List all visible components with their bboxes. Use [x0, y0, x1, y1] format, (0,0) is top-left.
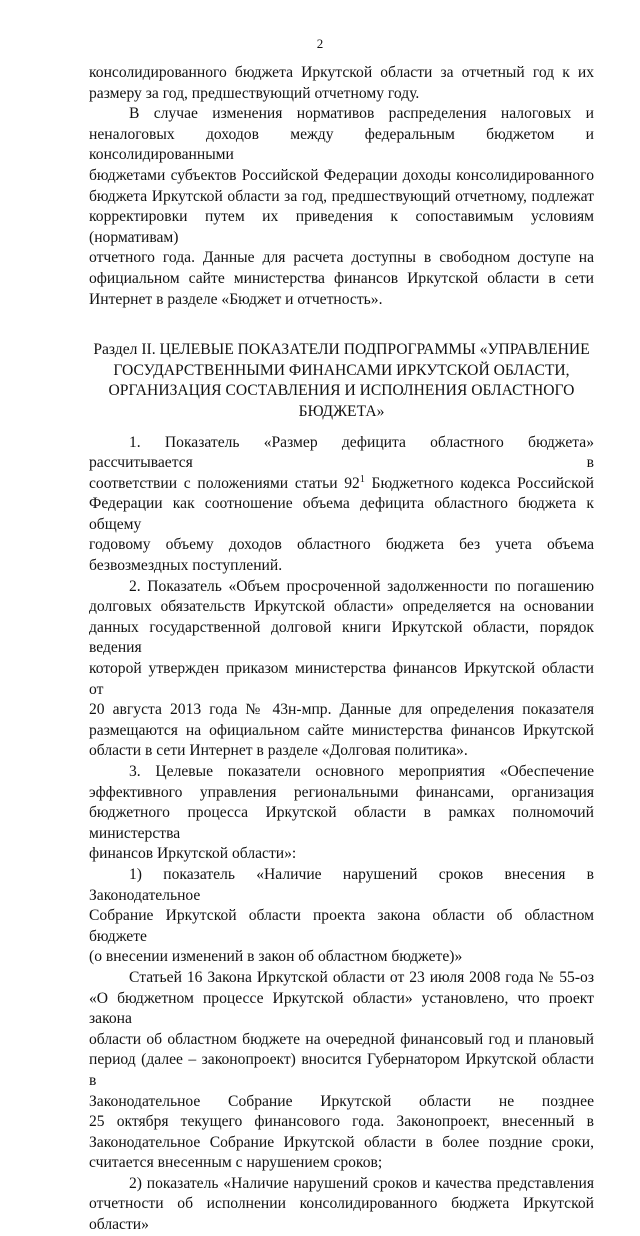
text-line: 1. Показатель «Размер дефицита областного бюджета» рассчитывается в: [89, 433, 594, 472]
text-line: официальном сайте министерства финансов Иркутской области в сети: [89, 269, 594, 287]
text-line: считается внесенным с нарушением сроков;: [89, 1154, 383, 1172]
text-line: «О бюджетном процессе Иркутской области» установлено, что проект закона: [89, 989, 594, 1028]
text-line: 20 августа 2013 года № 43н-мпр. Данные для определения показателя: [89, 701, 594, 719]
paragraph-item-3: [89, 762, 594, 865]
text-line: 2) показатель «Наличие нарушений сроков и качества представления: [129, 1174, 594, 1192]
text-line: В случае изменения нормативов распределения налоговых и: [129, 105, 594, 123]
text-line: консолидированного бюджета Иркутской области за отчетный год к их: [89, 64, 594, 81]
text-line: годовому объему доходов областного бюджета без учета объема: [89, 536, 594, 554]
text-line: Собрание Иркутской области проекта закона области об областном бюджете: [89, 907, 594, 945]
text-line: размещаются на официальном сайте министерства финансов Иркутской: [89, 721, 594, 739]
text-line: Статьей 16 Закона Иркутской области от 23 июля 2008 года № 55-оз: [129, 968, 594, 986]
text-line: корректировки путем их приведения к сопоставимым условиям (нормативам): [89, 208, 594, 246]
text-line: области в сети Интернет в разделе «Долговая политика».: [89, 742, 468, 760]
paragraph-article-16: [89, 968, 594, 1174]
paragraph-item-1: [89, 433, 594, 577]
paragraph-continuation: [89, 63, 594, 104]
text-line: Интернет в разделе «Бюджет и отчетность».: [89, 290, 383, 308]
text-line: финансов Иркутской области»:: [89, 845, 297, 863]
text-line: 25 октября текущего финансового года. Законопроект, внесенный в: [89, 1113, 594, 1131]
text-line: 3. Целевые показатели основного мероприятия «Обеспечение: [129, 763, 594, 780]
text-line: Законодательное Собрание Иркутской области в более поздние сроки,: [89, 1133, 594, 1151]
paragraph-normative-changes: [89, 104, 594, 310]
paragraph-subitem-2: [89, 1174, 594, 1236]
text-line: неналоговых доходов между федеральным бюджетом и консолидированными: [89, 125, 594, 164]
paragraph-item-2: [89, 577, 594, 762]
text-line: безвозмездных поступлений.: [89, 557, 283, 575]
text-line: данных государственной долговой книги Иркутской области, порядок ведения: [89, 618, 594, 657]
text-line: которой утвержден приказом министерства финансов Иркутской области от: [89, 660, 594, 698]
document-body: [89, 63, 594, 1236]
text-line: (о внесении изменений в закон об областном бюджете)»: [89, 948, 463, 966]
text-fragment: Бюджетного кодекса Российской: [364, 474, 594, 492]
text-line-with-superscript: [89, 474, 594, 495]
text-line: бюджетами субъектов Российской Федерации доходы консолидированного: [89, 166, 594, 184]
text-line: размеру за год, предшествующий отчетному году.: [89, 84, 420, 102]
heading-line: БЮДЖЕТА»: [298, 402, 385, 420]
text-line: отчетности об исполнении консолидированного бюджета Иркутской области»: [89, 1195, 594, 1234]
page-number: 2: [316, 36, 324, 51]
heading-line: ГОСУДАРСТВЕННЫМИ ФИНАНСАМИ ИРКУТСКОЙ ОБЛАСТИ,: [113, 361, 570, 379]
text-line: 2. Показатель «Объем просроченной задолженности по погашению: [129, 577, 594, 595]
article-superscript: 1: [359, 473, 365, 485]
text-line: Законодательное Собрание Иркутской области не позднее: [89, 1092, 594, 1110]
text-line: области об областном бюджете на очередной финансовый год и плановый: [89, 1030, 594, 1048]
text-line: период (далее – законопроект) вносится Губернатором Иркутской области в: [89, 1051, 594, 1089]
heading-line: ОРГАНИЗАЦИЯ СОСТАВЛЕНИЯ И ИСПОЛНЕНИЯ ОБЛАСТНОГО: [108, 382, 575, 400]
text-line: долговых обязательств Иркутской области» определяется на основании: [89, 598, 594, 616]
text-line: 1) показатель «Наличие нарушений сроков внесения в Законодательное: [89, 865, 594, 904]
text-line: бюджетного процесса Иркутской области в рамках полномочий министерства: [89, 804, 594, 842]
text-line: отчетного года. Данные для расчета доступны в свободном доступе на: [89, 249, 594, 267]
heading-line: Раздел II. ЦЕЛЕВЫЕ ПОКАЗАТЕЛИ ПОДПРОГРАММЫ «УПРАВЛЕНИЕ: [93, 341, 590, 359]
text-fragment: соответствии с положениями статьи 92: [89, 474, 360, 492]
section-heading: [89, 340, 594, 422]
paragraph-subitem-1: [89, 865, 594, 968]
text-line: Федерации как соотношение объема дефицита областного бюджета к общему: [89, 495, 594, 533]
text-line: эффективного управления региональными финансами, организация: [89, 783, 594, 801]
text-line: бюджета Иркутской области за год, предшествующий отчетному, подлежат: [89, 187, 594, 205]
